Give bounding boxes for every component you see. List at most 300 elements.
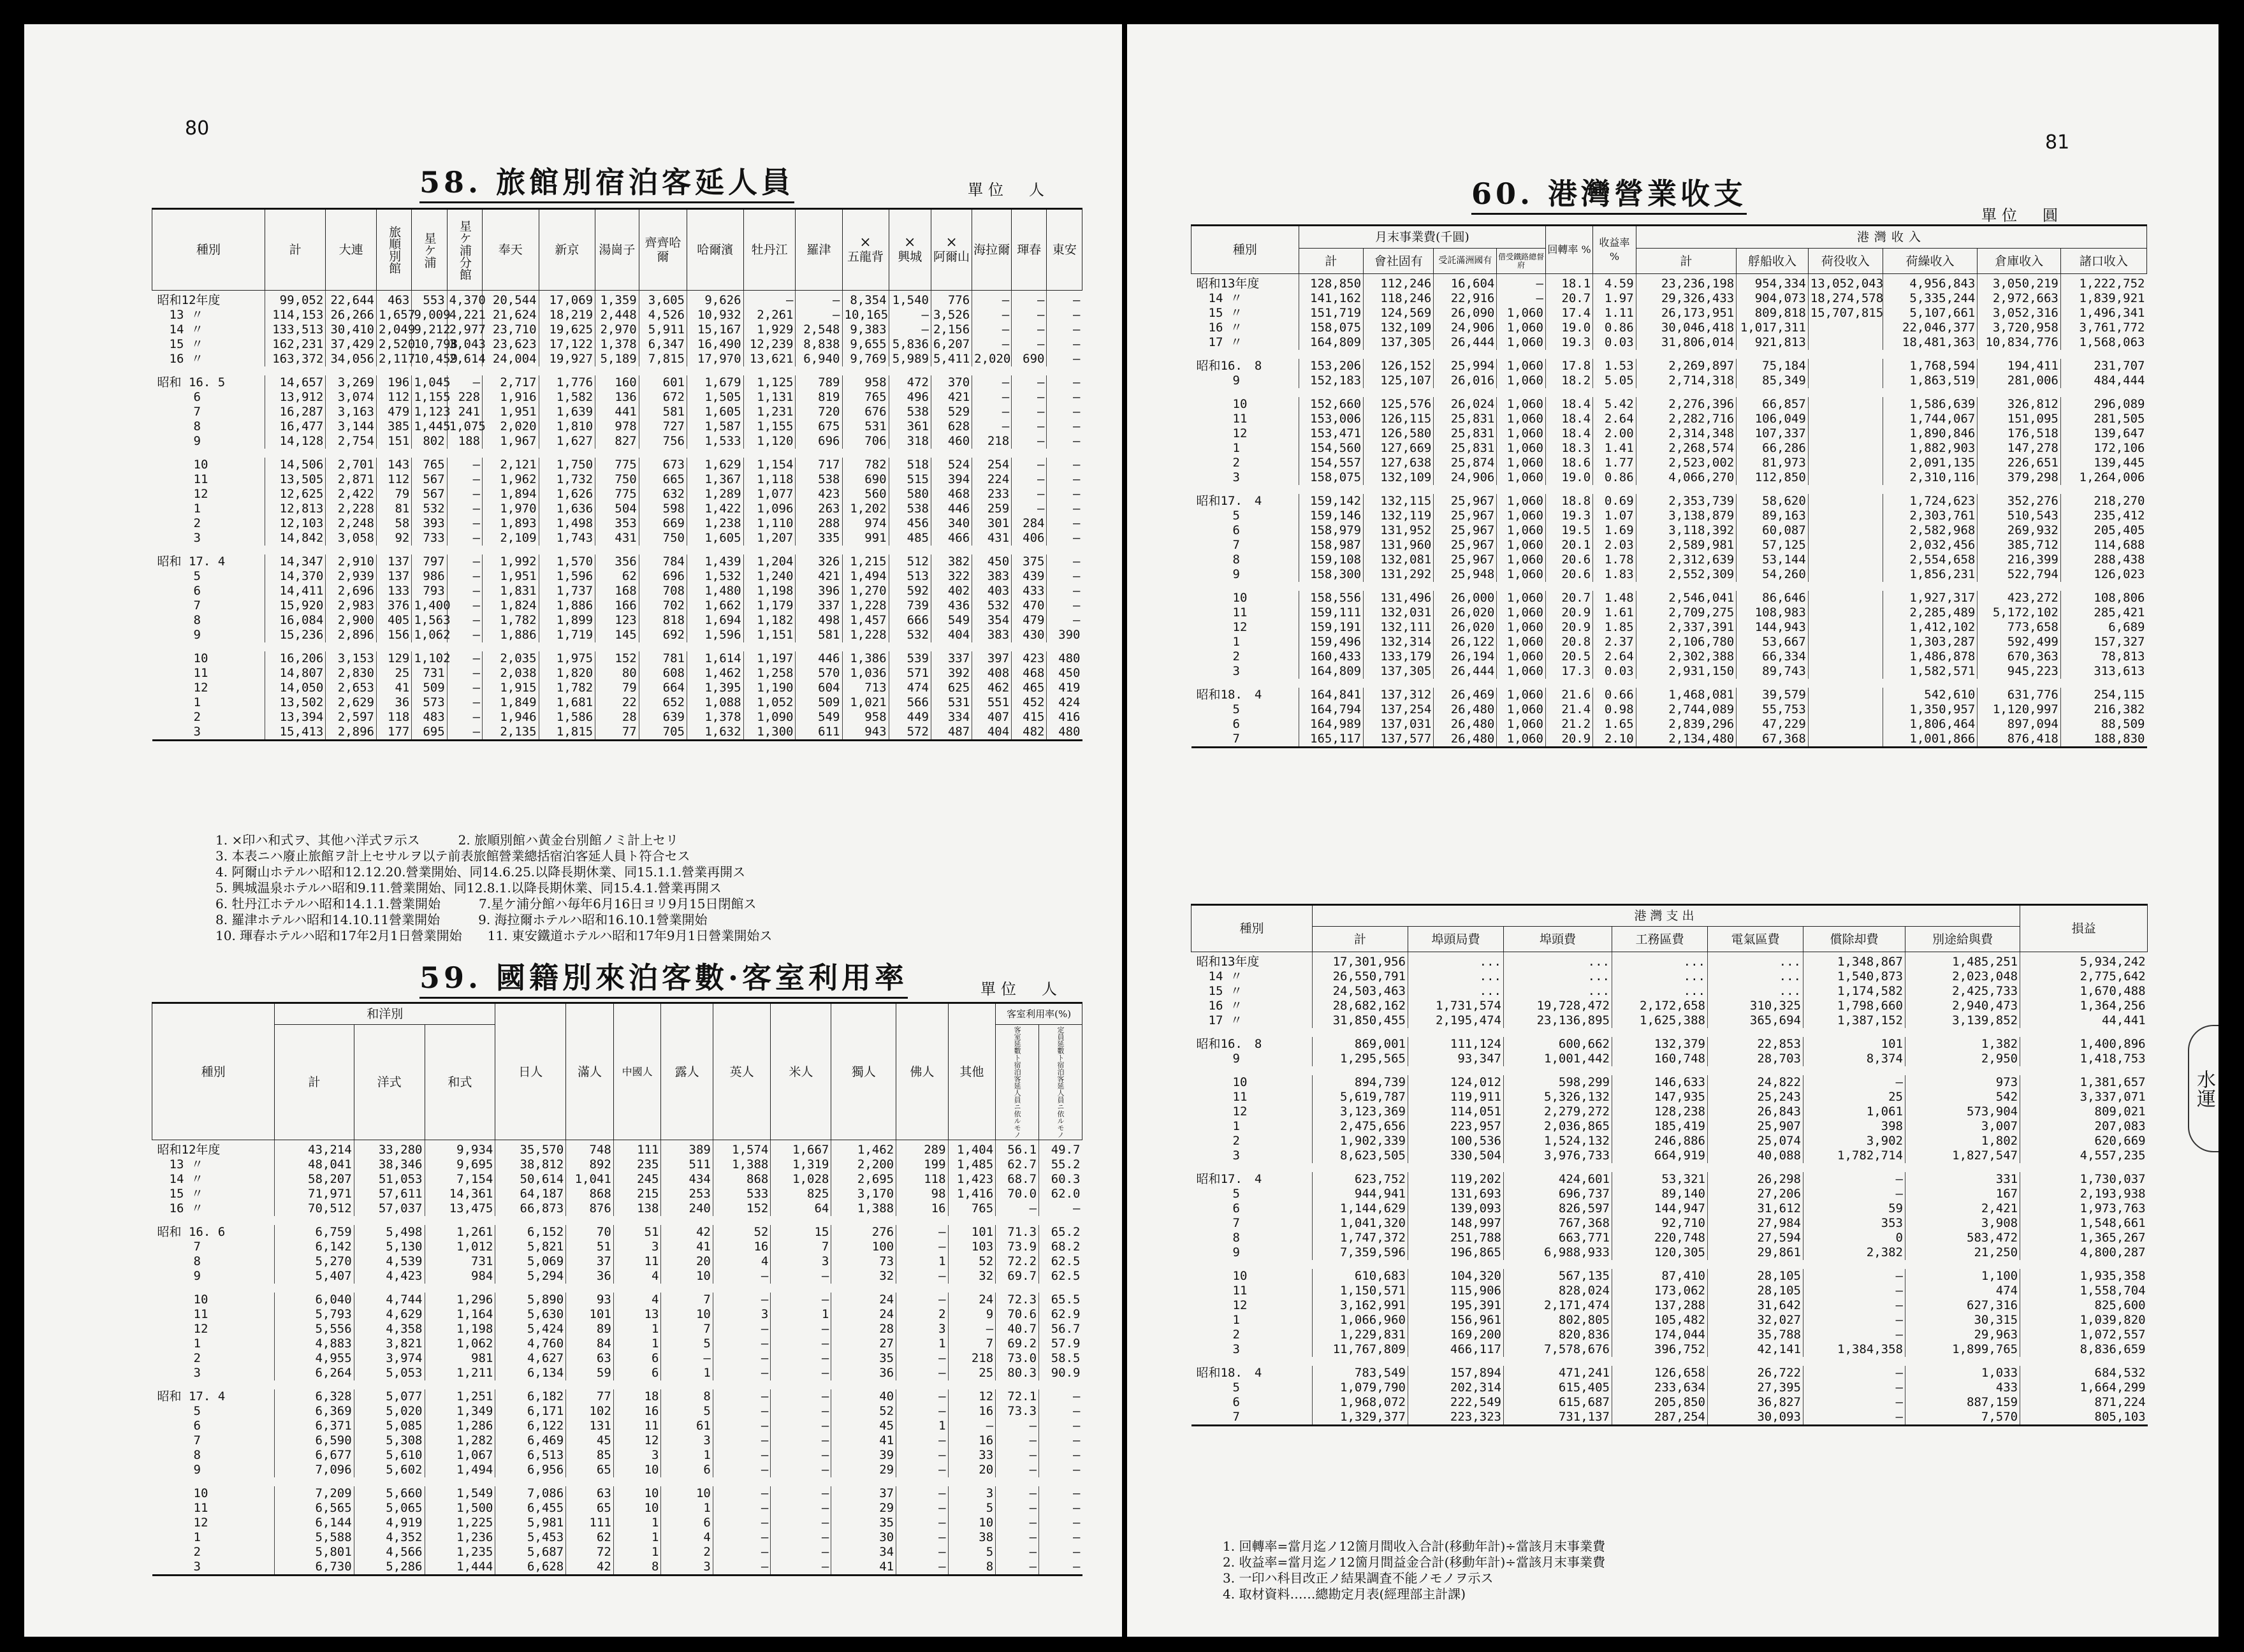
- table-cell: 93: [566, 1293, 614, 1307]
- col-german: 獨人: [831, 1003, 896, 1140]
- table-cell: —: [1039, 1389, 1082, 1404]
- table-row: [152, 554, 1082, 569]
- table-row: [152, 1351, 1082, 1366]
- table-cell: 16,206: [265, 651, 326, 666]
- table-cell: 1,077: [743, 487, 796, 502]
- table-cell: —: [713, 1419, 770, 1433]
- table-cell: —: [447, 681, 482, 695]
- table-cell: 10,459: [412, 352, 447, 366]
- table-cell: 326: [796, 554, 842, 569]
- table-cell: 167: [1905, 1187, 2020, 1201]
- page-number: 80: [185, 117, 210, 140]
- table-row: [1191, 702, 2147, 717]
- table-cell: —: [1039, 1516, 1082, 1530]
- table-cell: 1,486,878: [1883, 649, 1978, 664]
- table-cell: 894,739: [1313, 1075, 1408, 1090]
- table-cell: 89,163: [1737, 509, 1809, 523]
- row-label: 9: [1196, 373, 1240, 388]
- table-cell: 53,667: [1737, 635, 1809, 649]
- table-cell: 13,475: [425, 1201, 495, 1216]
- table-cell: —: [948, 1322, 996, 1337]
- table-cell: 809,818: [1737, 306, 1809, 321]
- table-cell: 1.41: [1593, 441, 1636, 456]
- table-cell: 10,798: [412, 337, 447, 352]
- row-label: 8: [1196, 553, 1240, 567]
- table-cell: 158,075: [1299, 470, 1363, 485]
- table-cell: —: [447, 598, 482, 613]
- table-cell: 1,066,960: [1313, 1313, 1408, 1328]
- table-cell: 978: [595, 419, 639, 434]
- table-cell: 820,836: [1504, 1328, 1612, 1342]
- table-cell: —: [896, 1240, 948, 1254]
- table-cell: 65.2: [1039, 1225, 1082, 1240]
- table-row: [1191, 1013, 2148, 1028]
- table-cell: 137,288: [1612, 1298, 1708, 1313]
- table-cell: 276: [831, 1225, 896, 1240]
- table-cell: —: [447, 458, 482, 472]
- table-cell: —: [996, 1530, 1039, 1545]
- table-cell: 48,041: [275, 1157, 354, 1172]
- table-cell: 408: [972, 666, 1012, 681]
- table-cell: —: [771, 1337, 831, 1351]
- row-label: 15 〃: [157, 1187, 203, 1201]
- table-cell: 1,457: [842, 613, 889, 628]
- row-label: 昭和17. 4: [1196, 1172, 1262, 1186]
- table-cell: 40.7: [996, 1322, 1039, 1337]
- table-cell: 1,743: [539, 531, 595, 546]
- table-cell: —: [996, 1516, 1039, 1530]
- table-row: [152, 1433, 1082, 1448]
- table-cell: —: [1803, 1298, 1905, 1313]
- table-cell: —: [1047, 502, 1082, 516]
- table-cell: 3,337,071: [2020, 1090, 2148, 1105]
- table-cell: 6: [613, 1351, 661, 1366]
- table-cell: 385: [376, 419, 411, 434]
- table-cell: 1,439: [687, 554, 744, 569]
- table-cell: 69.7: [996, 1269, 1039, 1284]
- table-row: [1191, 1105, 2148, 1119]
- table-cell: 1.77: [1593, 456, 1636, 470]
- table-cell: 452: [1012, 695, 1047, 710]
- table-cell: 108,806: [2060, 591, 2146, 605]
- table-cell: 21.4: [1545, 702, 1592, 717]
- table-cell: 114,688: [2060, 538, 2146, 553]
- table-cell: 205,850: [1612, 1395, 1708, 1410]
- row-label: 2: [1196, 1328, 1240, 1342]
- table-cell: 600,662: [1504, 1037, 1612, 1052]
- table-cell: 25,907: [1708, 1119, 1803, 1134]
- table-cell: 5.42: [1593, 397, 1636, 412]
- col-japanese: 日人: [495, 1003, 566, 1140]
- table-cell: 281,006: [1978, 373, 2061, 388]
- table-cell: 615,687: [1504, 1395, 1612, 1410]
- table-cell: —: [1803, 1380, 1905, 1395]
- table-row: [152, 1389, 1082, 1404]
- table-cell: 330,504: [1408, 1148, 1504, 1163]
- table-cell: 419: [1047, 681, 1082, 695]
- table-cell: 2,279,272: [1504, 1105, 1612, 1119]
- table-cell: 394: [931, 472, 972, 487]
- table-cell: 301: [972, 516, 1012, 531]
- table-cell: 802,805: [1504, 1313, 1612, 1328]
- table-cell: 174,044: [1612, 1328, 1708, 1342]
- table-cell: 45: [566, 1433, 614, 1448]
- row-label: 6: [1196, 1395, 1240, 1409]
- table-cell: 1,060: [1497, 635, 1546, 649]
- table-cell: 6,122: [495, 1419, 566, 1433]
- table-cell: 4,221: [447, 308, 482, 322]
- table-cell: —: [447, 628, 482, 642]
- table-cell: 9,383: [842, 322, 889, 337]
- table-cell: 1,001,442: [1504, 1052, 1612, 1066]
- table-cell: —: [771, 1545, 831, 1560]
- table-cell: 104,320: [1408, 1269, 1504, 1284]
- row-label: 7: [157, 1240, 201, 1254]
- table-cell: 897,094: [1978, 717, 2061, 732]
- table-cell: 25,994: [1434, 359, 1497, 373]
- row-label: 13 〃: [157, 308, 203, 322]
- table-cell: —: [796, 291, 842, 308]
- table-58: [152, 208, 1082, 741]
- table-cell: 1,150,571: [1313, 1284, 1408, 1298]
- table-cell: —: [1047, 516, 1082, 531]
- table-cell: 2,653: [326, 681, 377, 695]
- table-row: [1191, 649, 2147, 664]
- table-cell: 1,768,594: [1883, 359, 1978, 373]
- table-cell: 2,629: [326, 695, 377, 710]
- table-cell: —: [948, 1419, 996, 1433]
- table-cell: [1808, 470, 1883, 485]
- table-cell: 406: [1012, 531, 1047, 546]
- col-harbin: 哈爾濱: [687, 209, 744, 291]
- table-cell: 611: [796, 725, 842, 741]
- table-cell: 133,179: [1364, 649, 1434, 664]
- table-row: [152, 1380, 1082, 1389]
- table-cell: 1,558,704: [2020, 1284, 2148, 1298]
- table-60-expense-body: [1191, 952, 2148, 1426]
- table-cell: 1,151: [743, 628, 796, 642]
- table-cell: —: [1039, 1545, 1082, 1560]
- table-cell: 22,644: [326, 291, 377, 308]
- row-label: 9: [157, 1463, 201, 1477]
- table-cell: 1,033: [1905, 1366, 2020, 1380]
- row-label: 14 〃: [1196, 291, 1242, 305]
- table-cell: 690: [1012, 352, 1047, 366]
- row-label: 12: [157, 1322, 208, 1336]
- table-cell: 1,563: [412, 613, 447, 628]
- table-cell: 421: [931, 390, 972, 405]
- table-cell: 28,682,162: [1313, 999, 1408, 1013]
- table-cell: 158,987: [1299, 538, 1363, 553]
- table-cell: ...: [1708, 984, 1803, 999]
- table-cell: —: [972, 375, 1012, 390]
- table-cell: 2,548: [796, 322, 842, 337]
- table-cell: —: [771, 1501, 831, 1516]
- col-xinjing: 新京: [539, 209, 595, 291]
- table-cell: [1808, 412, 1883, 426]
- table-cell: 4,539: [354, 1254, 425, 1269]
- table-cell: 240: [661, 1201, 713, 1216]
- table-cell: 2,896: [326, 628, 377, 642]
- row-label: 12: [157, 681, 208, 695]
- table-cell: —: [771, 1419, 831, 1433]
- table-cell: 460: [931, 434, 972, 449]
- table-cell: 160: [595, 375, 639, 390]
- table-cell: —: [1012, 434, 1047, 449]
- table-cell: 2,020: [972, 352, 1012, 366]
- table-cell: 6,940: [796, 352, 842, 366]
- table-row: [152, 1240, 1082, 1254]
- table-cell: 496: [889, 390, 931, 405]
- table-cell: 52: [713, 1225, 770, 1240]
- table-cell: 137: [376, 554, 411, 569]
- table-cell: 169,200: [1408, 1328, 1504, 1342]
- col-cap-total: 計: [1299, 249, 1363, 274]
- table-cell: 30: [831, 1530, 896, 1545]
- table-cell: 404: [972, 725, 1012, 741]
- table-cell: 2,312,639: [1636, 553, 1737, 567]
- table-cell: 793: [412, 584, 447, 598]
- table-row: [152, 434, 1082, 449]
- table-cell: 4: [713, 1254, 770, 1269]
- table-cell: 9,769: [842, 352, 889, 366]
- table-cell: 84: [566, 1337, 614, 1351]
- table-cell: 133,513: [265, 322, 326, 337]
- table-cell: 2,589,981: [1636, 538, 1737, 553]
- table-cell: 24,004: [483, 352, 539, 366]
- table-cell: 151,095: [1978, 412, 2061, 426]
- row-spacer: [1191, 1260, 2148, 1269]
- table-cell: 776: [931, 291, 972, 308]
- table-cell: —: [713, 1337, 770, 1351]
- table-cell: 6,040: [275, 1293, 354, 1307]
- row-label: 6: [1196, 1201, 1240, 1215]
- table-cell: 1,303,287: [1883, 635, 1978, 649]
- table-cell: 17,122: [539, 337, 595, 352]
- table-cell: [1808, 717, 1883, 732]
- table-row: [1191, 412, 2147, 426]
- table-cell: 5,130: [354, 1240, 425, 1254]
- row-label: 昭和 17. 4: [157, 1389, 226, 1403]
- table-cell: 1.07: [1593, 509, 1636, 523]
- table-cell: 1,806,464: [1883, 717, 1978, 732]
- table-cell: 112,850: [1737, 470, 1809, 485]
- table-cell: 27,206: [1708, 1187, 1803, 1201]
- table-cell: 2,546,041: [1636, 591, 1737, 605]
- table-row: [152, 419, 1082, 434]
- table-cell: 57,037: [354, 1201, 425, 1216]
- table-cell: 7: [771, 1240, 831, 1254]
- table-cell: [1808, 335, 1883, 350]
- table-cell: 431: [595, 531, 639, 546]
- table-cell: 1,060: [1497, 732, 1546, 748]
- table-cell: 3,170: [831, 1187, 896, 1201]
- table-cell: 1,229,831: [1313, 1328, 1408, 1342]
- table-cell: —: [1039, 1433, 1082, 1448]
- table-cell: 1,568,063: [2060, 335, 2146, 350]
- table-cell: 16: [896, 1201, 948, 1216]
- row-label: 8: [157, 419, 201, 433]
- table-cell: 10: [661, 1269, 713, 1284]
- row-label: 10: [1196, 591, 1248, 605]
- table-cell: 71.3: [996, 1225, 1039, 1240]
- table-cell: —: [1047, 472, 1082, 487]
- table-cell: 1,198: [425, 1322, 495, 1337]
- table-row: [1191, 1284, 2148, 1298]
- table-cell: 402: [931, 584, 972, 598]
- table-row: [1191, 306, 2147, 321]
- table-cell: 3,162,991: [1313, 1298, 1408, 1313]
- table-cell: 532: [412, 502, 447, 516]
- table-cell: 1,110: [743, 516, 796, 531]
- table-cell: 1,549: [425, 1486, 495, 1501]
- table-cell: 7: [661, 1322, 713, 1337]
- row-label: 13 〃: [157, 1157, 203, 1171]
- table-cell: 6,182: [495, 1389, 566, 1404]
- table-cell: 1.78: [1593, 553, 1636, 567]
- table-cell: ...: [1504, 969, 1612, 984]
- table-cell: 2,172,658: [1612, 999, 1708, 1013]
- table-cell: —: [771, 1433, 831, 1448]
- table-cell: 66,857: [1737, 397, 1809, 412]
- table-cell: 944,941: [1313, 1187, 1408, 1201]
- table-cell: 3,074: [326, 390, 377, 405]
- table-cell: 1,155: [412, 390, 447, 405]
- table-cell: 397: [972, 651, 1012, 666]
- table-cell: 2,121: [483, 458, 539, 472]
- table-cell: 958: [842, 375, 889, 390]
- table-cell: 1: [613, 1530, 661, 1545]
- table-cell: 2,970: [595, 322, 639, 337]
- table-cell: 509: [796, 695, 842, 710]
- table-row: [1191, 350, 2147, 359]
- table-cell: 26,020: [1434, 620, 1497, 635]
- table-row: [1191, 1052, 2148, 1066]
- table-cell: —: [1012, 419, 1047, 434]
- table-row: [152, 1216, 1082, 1225]
- table-cell: 2.10: [1593, 732, 1636, 748]
- table-cell: 782: [842, 458, 889, 472]
- row-label: 10: [157, 458, 208, 472]
- table-cell: 385,712: [1978, 538, 2061, 553]
- table-row: [152, 681, 1082, 695]
- table-cell: 159,108: [1299, 553, 1363, 567]
- table-cell: 18.1: [1545, 274, 1592, 292]
- table-cell: 4,919: [354, 1516, 425, 1530]
- table-cell: 3,163: [326, 405, 377, 419]
- col-warehouse-revenue: 倉庫收入: [1978, 249, 2061, 274]
- table-cell: 60.3: [1039, 1172, 1082, 1187]
- table-cell: 1,973,763: [2020, 1201, 2148, 1216]
- table-cell: 1,423: [948, 1172, 996, 1187]
- table-cell: 1,967: [483, 434, 539, 449]
- table-cell: 13,394: [265, 710, 326, 725]
- table-cell: 0.98: [1593, 702, 1636, 717]
- table-cell: —: [447, 502, 482, 516]
- table-row: [152, 1172, 1082, 1187]
- table-cell: 72.3: [996, 1293, 1039, 1307]
- table-cell: 0.03: [1593, 664, 1636, 679]
- table-cell: 2,195,474: [1408, 1013, 1504, 1028]
- table-cell: 1,215: [842, 554, 889, 569]
- table-cell: 35: [831, 1516, 896, 1530]
- table-cell: 1,445: [412, 419, 447, 434]
- table-cell: —: [1803, 1410, 1905, 1426]
- table-cell: 1,060: [1497, 412, 1546, 426]
- table-cell: 7,570: [1905, 1410, 2020, 1426]
- table-cell: 5,934,242: [2020, 952, 2148, 970]
- table-cell: 1,587: [687, 419, 744, 434]
- table-cell: 241: [447, 405, 482, 419]
- table-cell: 26,550,791: [1313, 969, 1408, 984]
- table-cell: 136: [595, 390, 639, 405]
- table-cell: 26,469: [1434, 688, 1497, 702]
- table-cell: 5,793: [275, 1307, 354, 1322]
- table-cell: 228: [447, 390, 482, 405]
- table-cell: 154,557: [1299, 456, 1363, 470]
- table-cell: 1,349: [425, 1404, 495, 1419]
- table-cell: 1,494: [425, 1463, 495, 1477]
- table-cell: 1,505: [687, 390, 744, 405]
- table-cell: 5,424: [495, 1322, 566, 1337]
- table-cell: 1,225: [425, 1516, 495, 1530]
- table-row: [152, 487, 1082, 502]
- table-cell: 27,395: [1708, 1380, 1803, 1395]
- table-cell: 118,246: [1364, 291, 1434, 306]
- row-label: 2: [157, 710, 201, 724]
- table-cell: 4,760: [495, 1337, 566, 1351]
- table-cell: [1808, 441, 1883, 456]
- table-cell: 750: [639, 531, 687, 546]
- table-cell: 567: [412, 472, 447, 487]
- table-cell: 20.7: [1545, 591, 1592, 605]
- table-cell: 1,496,341: [2060, 306, 2146, 321]
- table-row: [1191, 335, 2147, 350]
- table-cell: 4: [613, 1293, 661, 1307]
- table-cell: —: [896, 1269, 948, 1284]
- table-cell: 1,060: [1497, 605, 1546, 620]
- table-cell: 41: [831, 1433, 896, 1448]
- table-cell: [1808, 605, 1883, 620]
- table-cell: 64,187: [495, 1187, 566, 1201]
- table-cell: 10: [613, 1501, 661, 1516]
- table-cell: 39,579: [1737, 688, 1809, 702]
- col-handling-revenue: 荷役收入: [1808, 249, 1883, 274]
- table-cell: 36: [831, 1366, 896, 1380]
- table-cell: 98: [896, 1187, 948, 1201]
- table-cell: 773,658: [1978, 620, 2061, 635]
- table-cell: 33: [948, 1448, 996, 1463]
- table-cell: 80: [595, 666, 639, 681]
- table-cell: 2,032,456: [1883, 538, 1978, 553]
- table-row: [1191, 1328, 2148, 1342]
- col-wulongbei: [842, 209, 889, 291]
- table-cell: 1,548,661: [2020, 1216, 2148, 1231]
- table-cell: 85,349: [1737, 373, 1809, 388]
- col-arxan: [931, 209, 972, 291]
- table-cell: 1,060: [1497, 306, 1546, 321]
- table-cell: 223,957: [1408, 1119, 1504, 1134]
- table-cell: 8,836,659: [2020, 1342, 2148, 1357]
- table-cell: 1,222,752: [2060, 274, 2146, 292]
- table-cell: 216,382: [2060, 702, 2146, 717]
- table-cell: 2,523,002: [1636, 456, 1737, 470]
- table-cell: —: [1497, 274, 1546, 292]
- table-cell: 1,951: [483, 569, 539, 584]
- table-cell: 498: [796, 613, 842, 628]
- table-60-expense: [1191, 904, 2148, 1426]
- table-cell: 35,570: [495, 1140, 566, 1158]
